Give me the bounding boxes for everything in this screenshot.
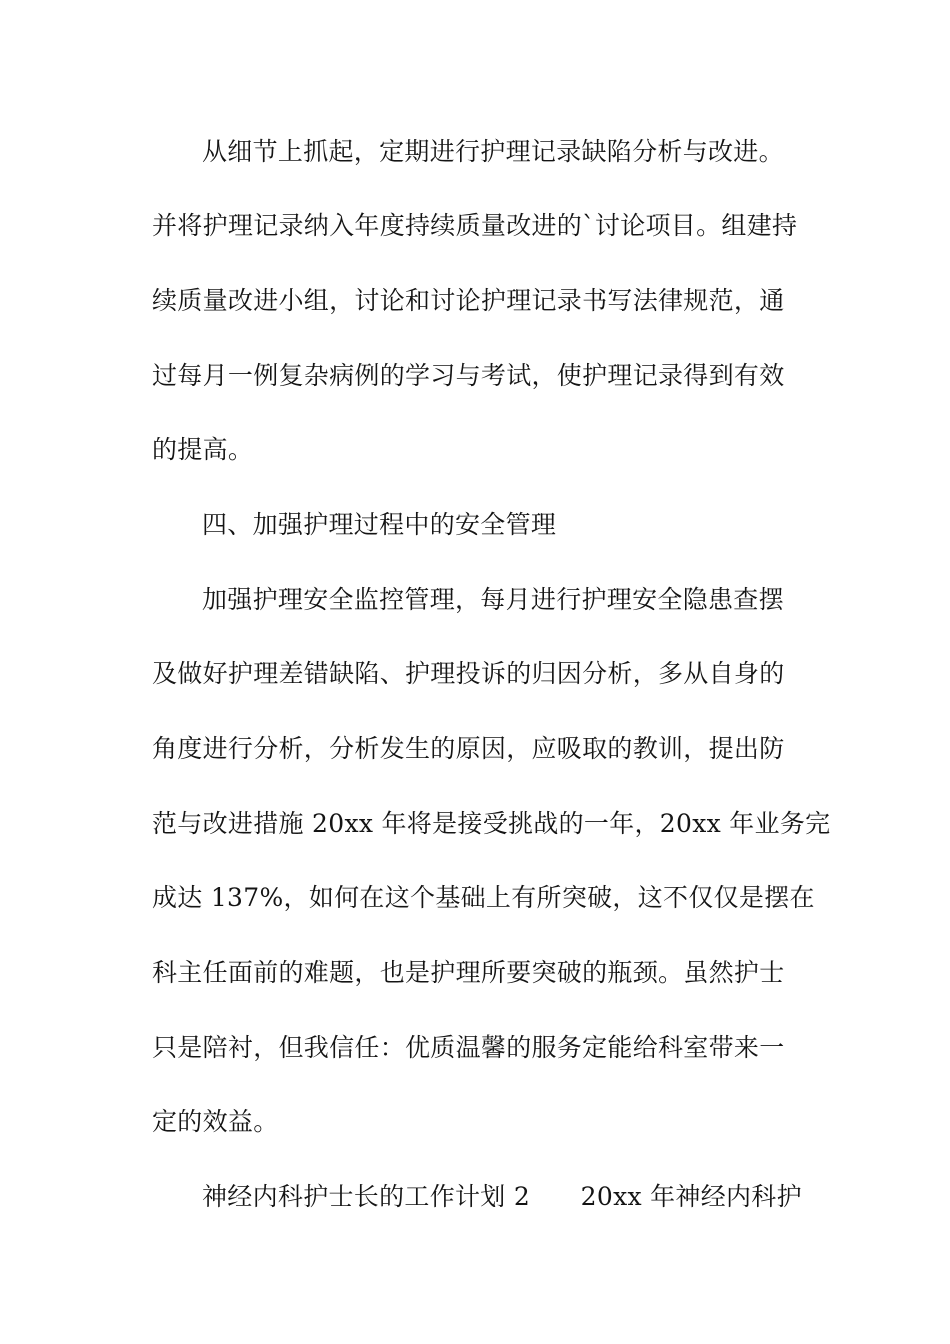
paragraph-line: 的提高。 (152, 435, 254, 464)
section-title-line: 神经内科护士长的工作计划 2 20xx 年神经内科护 (202, 1182, 802, 1211)
paragraph-line: 成达 137%，如何在这个基础上有所突破，这不仅仅是摆在 (152, 883, 815, 912)
paragraph-line: 及做好护理差错缺陷、护理投诉的归因分析，多从自身的 (152, 659, 785, 688)
paragraph-line: 加强护理安全监控管理，每月进行护理安全隐患查摆 (202, 585, 784, 614)
paragraph-line: 过每月一例复杂病例的学习与考试，使护理记录得到有效 (152, 361, 785, 390)
paragraph-line: 只是陪衬，但我信任：优质温馨的服务定能给科室带来一 (152, 1033, 785, 1062)
paragraph-line: 并将护理记录纳入年度持续质量改进的`讨论项目。组建持 (152, 211, 798, 240)
paragraph-line: 角度进行分析，分析发生的原因，应吸取的教训，提出防 (152, 734, 785, 763)
paragraph-line: 续质量改进小组，讨论和讨论护理记录书写法律规范，通 (152, 286, 785, 315)
paragraph-line: 从细节上抓起，定期进行护理记录缺陷分析与改进。 (202, 137, 784, 166)
paragraph-line: 定的效益。 (152, 1107, 279, 1136)
paragraph-line: 范与改进措施 20xx 年将是接受挑战的一年，20xx 年业务完 (152, 809, 831, 838)
section-heading: 四、加强护理过程中的安全管理 (202, 510, 557, 539)
paragraph-line: 科主任面前的难题，也是护理所要突破的瓶颈。虽然护士 (152, 958, 785, 987)
